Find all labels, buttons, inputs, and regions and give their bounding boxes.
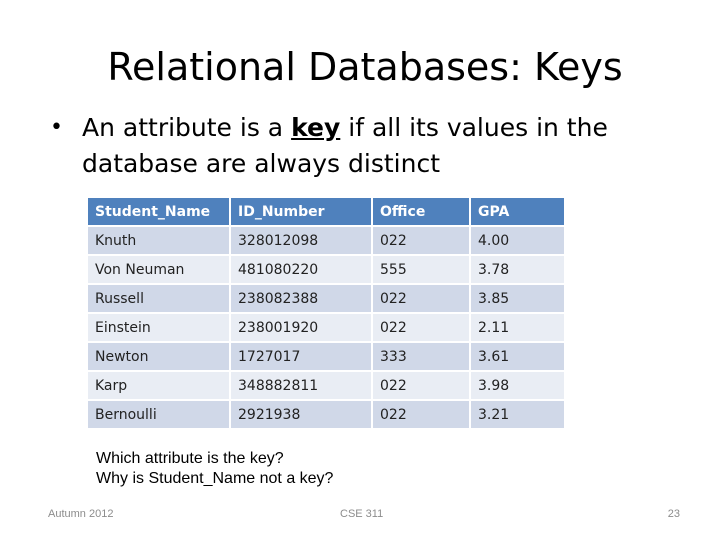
table-row (88, 400, 564, 429)
table-row (88, 226, 564, 255)
header-id-number: ID_Number (230, 198, 372, 226)
bullet-text-before: An attribute is a (82, 113, 292, 142)
header-gpa: GPA (470, 198, 564, 226)
footer-page-number: 23 (667, 508, 680, 520)
table-row (88, 342, 564, 371)
cell-student-name: Bernoulli (88, 400, 230, 429)
cell-id-number: 238001920 (230, 313, 372, 342)
cell-gpa: 3.61 (470, 342, 564, 371)
bullet-text (82, 110, 682, 182)
cell-id-number: 328012098 (230, 226, 372, 255)
cell-office: 333 (372, 342, 470, 371)
cell-gpa: 3.98 (470, 371, 564, 400)
cell-gpa: 3.21 (470, 400, 564, 429)
bullet-text-after: if all its values in the database are always distinct (82, 113, 608, 178)
cell-office: 022 (372, 226, 470, 255)
question-line: Why is Student_Name not a key? (96, 470, 334, 487)
table-row (88, 371, 564, 400)
cell-office: 555 (372, 255, 470, 284)
header-student-name: Student_Name (88, 198, 230, 226)
question-line: Which attribute is the key? (96, 450, 284, 467)
header-office: Office (372, 198, 470, 226)
cell-student-name: Karp (88, 371, 230, 400)
cell-id-number: 2921938 (230, 400, 372, 429)
questions-text (96, 449, 333, 489)
footer-course: CSE 311 (340, 508, 384, 520)
cell-gpa: 2.11 (470, 313, 564, 342)
cell-student-name: Newton (88, 342, 230, 371)
cell-office: 022 (372, 313, 470, 342)
bullet-keyword: key (291, 113, 341, 142)
cell-gpa: 3.78 (470, 255, 564, 284)
cell-student-name: Einstein (88, 313, 230, 342)
bullet-icon: • (50, 115, 63, 140)
cell-office: 022 (372, 400, 470, 429)
cell-id-number: 348882811 (230, 371, 372, 400)
cell-id-number: 1727017 (230, 342, 372, 371)
table-row (88, 284, 564, 313)
table-row (88, 313, 564, 342)
students-table (88, 198, 564, 430)
cell-gpa: 4.00 (470, 226, 564, 255)
cell-id-number: 238082388 (230, 284, 372, 313)
cell-student-name: Von Neuman (88, 255, 230, 284)
footer-date: Autumn 2012 (48, 508, 114, 520)
table-row (88, 255, 564, 284)
cell-id-number: 481080220 (230, 255, 372, 284)
cell-student-name: Knuth (88, 226, 230, 255)
cell-office: 022 (372, 371, 470, 400)
cell-office: 022 (372, 284, 470, 313)
slide-title: Relational Databases: Keys (107, 45, 623, 89)
cell-student-name: Russell (88, 284, 230, 313)
table-header-row (88, 198, 564, 226)
cell-gpa: 3.85 (470, 284, 564, 313)
